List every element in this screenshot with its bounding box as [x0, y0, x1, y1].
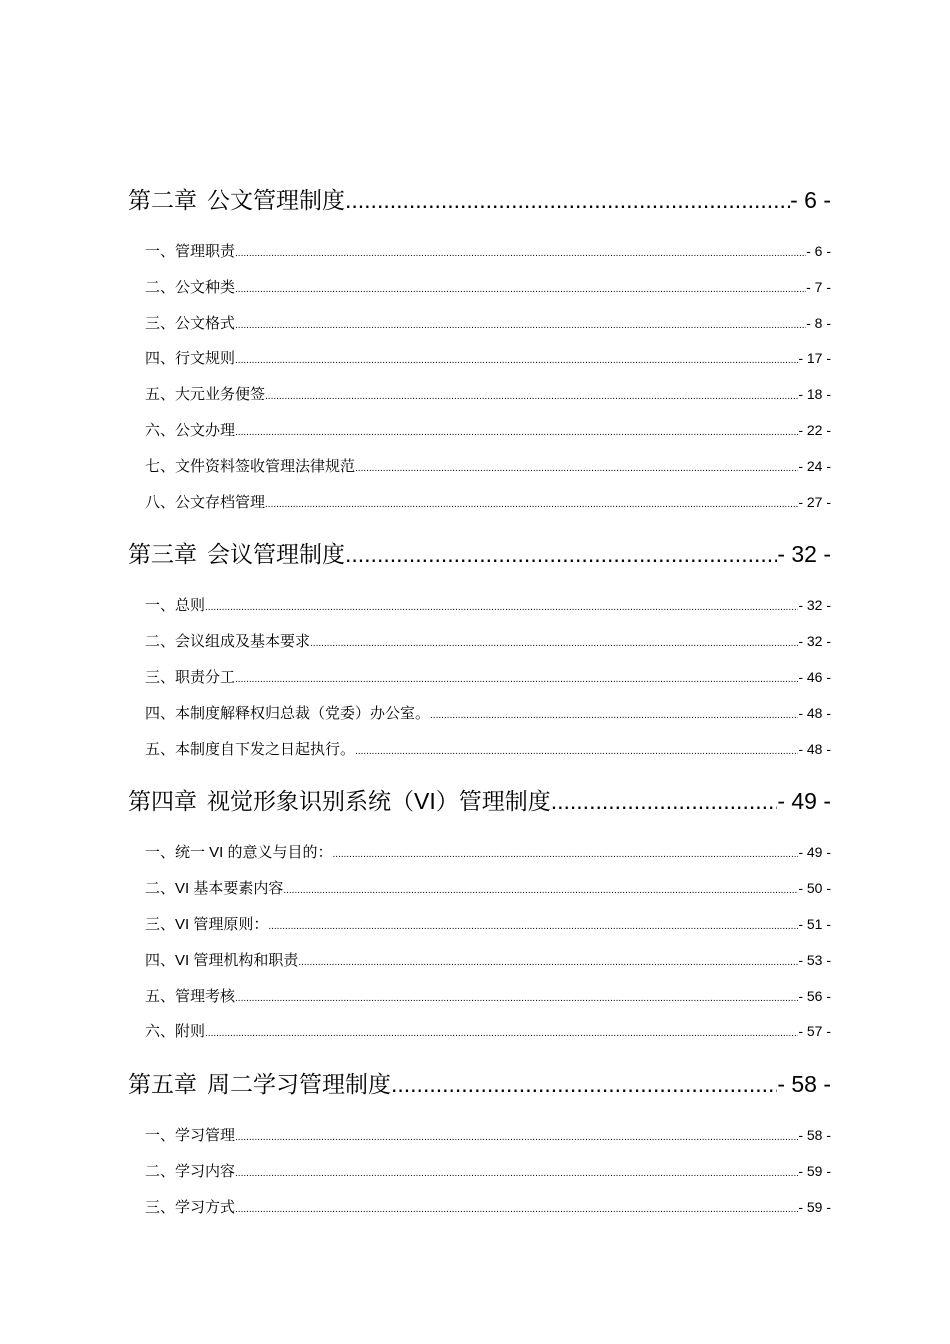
toc-entry[interactable] [128, 979, 831, 1015]
section-page-number: - 18 - [798, 386, 831, 403]
section-title: 四、行文规则 [145, 350, 236, 368]
toc-entry[interactable] [128, 943, 831, 979]
section-title: 八、公文存档管理 [145, 493, 266, 511]
dot-leader [235, 306, 806, 342]
section-page-number: - 57 - [798, 1023, 831, 1040]
section-page-number: - 48 - [798, 704, 831, 721]
chapter-block [128, 532, 831, 767]
toc-entry[interactable] [128, 1154, 831, 1190]
toc-entry[interactable] [128, 907, 831, 943]
section-page-number: - 51 - [798, 915, 831, 932]
section-page-number: - 50 - [798, 880, 831, 897]
toc-entry[interactable] [128, 660, 831, 696]
dot-leader [345, 532, 777, 576]
chapter-block [128, 178, 831, 520]
chapter-title [128, 1062, 391, 1106]
toc-entry[interactable] [128, 696, 831, 732]
chapter-heading[interactable] [128, 1062, 831, 1106]
dot-leader [391, 1062, 777, 1106]
dot-leader [235, 660, 798, 696]
chapter-title [128, 178, 345, 222]
toc-entry[interactable] [128, 732, 831, 768]
chapter-number: 第二章 [128, 187, 197, 213]
dot-leader [298, 943, 798, 979]
dot-leader [283, 871, 798, 907]
section-page-number: - 48 - [798, 740, 831, 757]
section-title: 六、附则 [145, 1023, 206, 1041]
section-title: 三、VI 管理原则： [145, 915, 269, 933]
section-page-number: - 7 - [806, 278, 831, 295]
chapter-name: 视觉形象识别系统（VI）管理制度 [207, 788, 551, 815]
toc-entry[interactable] [128, 835, 831, 871]
section-page-number: - 59 - [798, 1162, 831, 1179]
section-title: 四、VI 管理机构和职责 [145, 951, 299, 969]
section-page-number: - 58 - [798, 1127, 831, 1144]
section-title: 五、大元业务便签 [145, 386, 266, 404]
toc-entry[interactable] [128, 413, 831, 449]
section-list [128, 588, 831, 767]
dot-leader [551, 779, 778, 823]
section-page-number: - 6 - [806, 243, 831, 259]
toc-entry[interactable] [128, 377, 831, 413]
toc-entry[interactable] [128, 449, 831, 485]
chapter-title [128, 779, 551, 823]
section-title: 二、学习内容 [145, 1162, 236, 1180]
dot-leader [235, 1154, 798, 1190]
dot-leader [310, 624, 798, 660]
toc-entry[interactable] [128, 871, 831, 907]
section-title: 三、职责分工 [145, 668, 236, 686]
section-title: 二、公文种类 [145, 278, 236, 296]
section-page-number: - 56 - [798, 987, 831, 1004]
dot-leader [235, 1118, 798, 1154]
section-list [128, 835, 831, 1050]
dot-leader [265, 377, 798, 413]
toc-entry[interactable] [128, 234, 831, 270]
dot-leader [235, 413, 798, 449]
chapter-number: 第三章 [128, 541, 197, 568]
dot-leader [205, 1014, 798, 1050]
section-title: 一、总则 [145, 597, 206, 615]
section-title: 七、文件资料签收管理法律规范 [145, 457, 356, 475]
chapter-number: 第五章 [128, 1071, 197, 1098]
chapter-name: 周二学习管理制度 [207, 1071, 391, 1098]
toc-entry[interactable] [128, 270, 831, 306]
section-page-number: - 49 - [798, 844, 831, 861]
toc-entry[interactable] [128, 624, 831, 660]
dot-leader [430, 696, 798, 732]
chapter-heading[interactable] [128, 178, 831, 222]
section-page-number: - 32 - [798, 633, 831, 650]
toc-entry[interactable] [128, 588, 831, 624]
dot-leader [355, 449, 798, 485]
section-page-number: - 53 - [798, 951, 831, 968]
section-title: 一、管理职责 [145, 243, 236, 260]
dot-leader [235, 979, 798, 1015]
chapter-block [128, 779, 831, 1050]
toc-entry[interactable] [128, 341, 831, 377]
toc-entry[interactable] [128, 1014, 831, 1050]
dot-leader [265, 485, 798, 521]
section-list [128, 234, 831, 520]
dot-leader [268, 907, 798, 943]
section-page-number: - 24 - [798, 457, 831, 474]
chapter-heading[interactable] [128, 532, 831, 576]
section-page-number: - 59 - [798, 1198, 831, 1215]
chapter-page-number: - 58 - [777, 1071, 831, 1098]
section-title: 五、本制度自下发之日起执行。 [145, 740, 356, 758]
toc-entry[interactable] [128, 1118, 831, 1154]
section-list [128, 1118, 831, 1225]
chapter-name: 会议管理制度 [207, 541, 345, 568]
chapter-name: 公文管理制度 [207, 187, 345, 213]
toc-entry[interactable] [128, 485, 831, 521]
section-page-number: - 32 - [798, 597, 831, 614]
chapter-heading[interactable] [128, 779, 831, 823]
chapter-page-number: - 32 - [777, 541, 831, 568]
section-title: 三、公文格式 [145, 314, 236, 332]
dot-leader [235, 270, 806, 306]
dot-leader [333, 835, 799, 871]
dot-leader [345, 178, 790, 222]
section-title: 一、统一 VI 的意义与目的： [145, 844, 333, 862]
chapter-page-number: - 6 - [790, 187, 831, 213]
chapter-number: 第四章 [128, 788, 197, 815]
dot-leader [205, 588, 798, 624]
dot-leader [355, 732, 798, 768]
section-title: 二、VI 基本要素内容 [145, 880, 284, 898]
chapter-block [128, 1062, 831, 1225]
section-title: 五、管理考核 [145, 987, 236, 1005]
section-page-number: - 17 - [798, 350, 831, 367]
toc-entry[interactable] [128, 1190, 831, 1226]
section-title: 四、本制度解释权归总裁（党委）办公室。 [145, 704, 431, 722]
section-page-number: - 22 - [798, 421, 831, 438]
toc-entry[interactable] [128, 306, 831, 342]
section-page-number: - 46 - [798, 668, 831, 685]
section-title: 一、学习管理 [145, 1127, 236, 1145]
dot-leader [235, 1190, 798, 1226]
section-page-number: - 27 - [798, 493, 831, 510]
section-title: 三、学习方式 [145, 1198, 236, 1216]
chapter-page-number: - 49 - [777, 788, 831, 815]
chapter-title [128, 532, 345, 576]
section-title: 六、公文办理 [145, 421, 236, 439]
section-page-number: - 8 - [806, 314, 831, 331]
dot-leader [235, 341, 798, 377]
dot-leader [235, 234, 806, 270]
section-title: 二、会议组成及基本要求 [145, 633, 311, 651]
table-of-contents [128, 178, 831, 1238]
